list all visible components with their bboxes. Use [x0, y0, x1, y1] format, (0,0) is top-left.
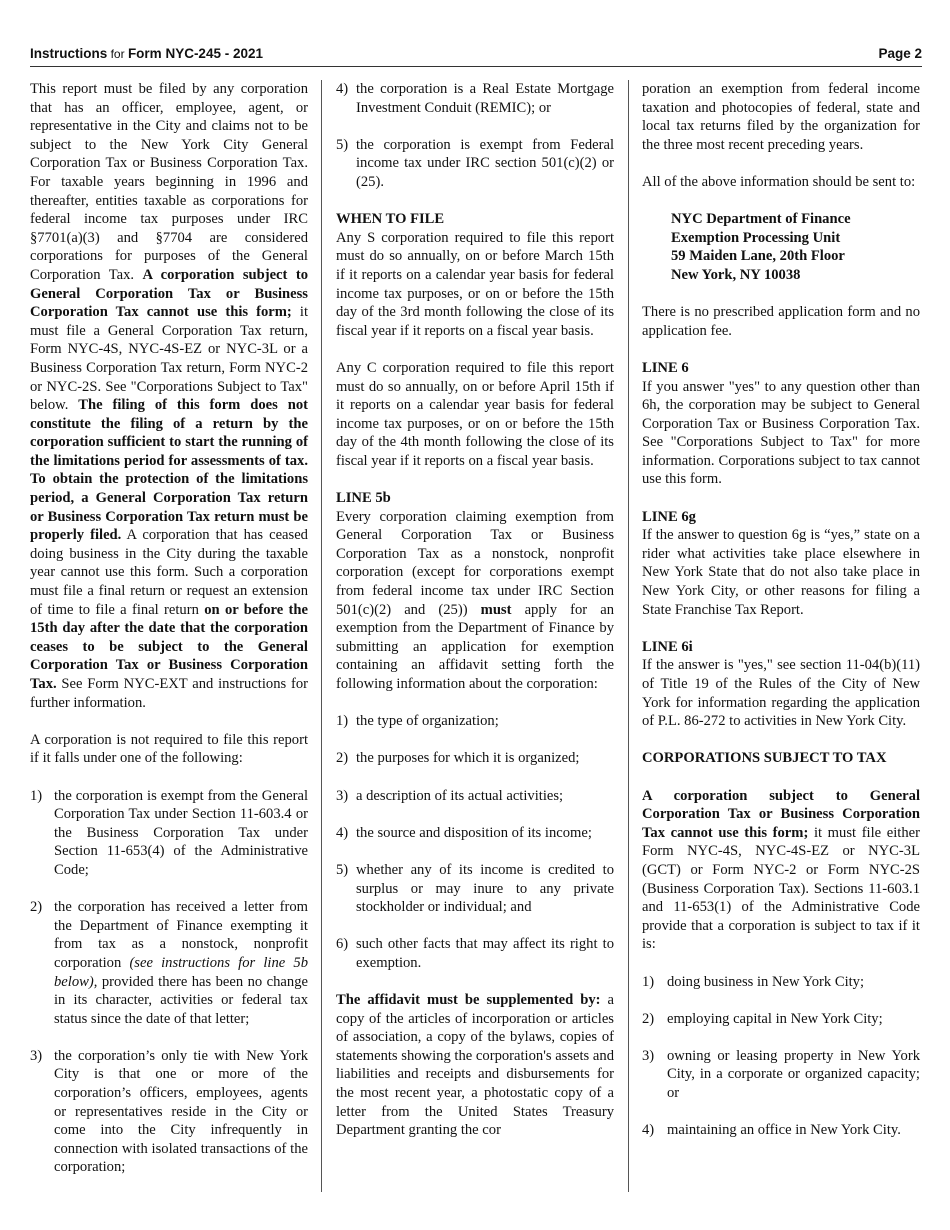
list-item-text [356, 824, 614, 843]
page-header [30, 46, 922, 64]
list-item [336, 787, 614, 806]
text-run: the corporation is exempt from the General Corporation Tax under Section 11-603.4 or the Business Corporation Tax under Section 11-653(4) of the Administrative Code; [54, 787, 308, 878]
text-run: the source and disposition of its income; [356, 824, 592, 841]
address-line: New York, NY 10038 [671, 266, 801, 283]
list-item-number: 1) [336, 713, 349, 730]
text-run: Every corporation claiming exemption from General Corporation Tax or Business Corporation Tax as a nonstock, nonprofit corporation (except for corporations exempt from federal income tax under IRC Section 501(c)(2) and (25)) [336, 508, 614, 618]
exemption-list [30, 787, 308, 1177]
list-item-text [667, 1047, 920, 1103]
list-item [336, 712, 614, 731]
text-run: This report must be filed by any corporation that has an officer, employee, agent, or representative in the City and claims not to be subject to the New York City General Corporation Tax or Business Corporation Tax. For taxable years beginning in 1996 and thereafter, entities taxable as corporations for federal income tax purposes under IRC §7701(a)(3) and §7704 are considered corporations for purposes of the General Corporation Tax. [30, 81, 308, 283]
list-item-number: 4) [336, 824, 349, 841]
column-1 [30, 80, 308, 1196]
text-run: A corporation that has ceased doing business in the City during the taxable year cannot use this form. Such a corporation must file a final return or request an extension of time to file a final return [30, 527, 308, 618]
address-line: NYC Department of Finance [671, 211, 851, 228]
continued-paragraph: poration an exemption from federal income taxation and photocopies of federal, state and local tax returns filed by the organization for the three most recent preceding years. [642, 81, 920, 153]
bold-text: must [480, 601, 512, 618]
exemption-intro: A corporation is not required to file this report if it falls under one of the following: [30, 731, 308, 767]
list-item-number: 3) [30, 1047, 43, 1064]
corporations-subject-to-tax-heading: CORPORATIONS SUBJECT TO TAX [642, 750, 887, 767]
column-divider [628, 80, 629, 1192]
list-item [336, 824, 614, 843]
italic-text: (see instructions for line 5b below) [54, 954, 308, 990]
line-6i-heading: LINE 6i [642, 638, 693, 655]
list-item [336, 935, 614, 972]
header-title: Instructions for Form NYC-245 - 2021 [30, 46, 263, 61]
no-form-paragraph: There is no prescribed application form and no application fee. [642, 304, 920, 339]
bold-text: The filing of this form does not constitute the filing of a return by the corporation sufficient to start the running of the limitations period for assessments of tax. To obtain the protection of the limitations period, a General Corporation Tax return or Business Corporation Tax return must be properly filed. [30, 397, 309, 544]
send-to-paragraph: All of the above information should be sent to: [642, 173, 916, 190]
column-divider [321, 80, 322, 1192]
list-item-text [356, 80, 614, 117]
when-to-file-heading: WHEN TO FILE [336, 211, 445, 228]
list-item-text [54, 1047, 308, 1177]
list-item-text [356, 787, 614, 806]
text-run: the type of organization; [356, 713, 499, 730]
list-item [642, 1121, 920, 1140]
line-6-heading: LINE 6 [642, 359, 689, 376]
list-item-text [356, 136, 614, 192]
list-item-text [356, 712, 614, 731]
list-item-number: 2) [336, 750, 349, 767]
list-item-number: 3) [642, 1047, 655, 1064]
text-run: See Form NYC-EXT and instructions for further information. [30, 676, 308, 711]
bold-text: A corporation subject to General Corporation Tax or Business Corporation Tax cannot use this form; [642, 787, 920, 841]
list-item [642, 973, 920, 992]
text-run: whether any of its income is credited to surplus or may inure to any private stockholder or individual; and [356, 861, 614, 916]
affidavit-info-list [336, 712, 614, 972]
text-run: owning or leasing property in New York City, in a corporate or organized capacity; or [667, 1047, 920, 1102]
list-item-number: 1) [30, 787, 43, 804]
list-item-number: 6) [336, 936, 349, 953]
text-run: maintaining an office in New York City. [667, 1122, 901, 1139]
list-item-text [667, 1121, 920, 1140]
list-item-text [356, 749, 614, 768]
bold-text: on or before the 15th day after the date that the corporation ceases to be subject to the General Corporation Tax or Business Corporation Tax. [30, 601, 309, 692]
text-run: the purposes for which it is organized; [356, 750, 580, 767]
text-run: such other facts that may affect its right to exemption. [356, 936, 614, 971]
text-run: the corporation is a Real Estate Mortgage Investment Conduit (REMIC); or [356, 81, 614, 116]
line-6g-heading: LINE 6g [642, 508, 696, 525]
taxable-conditions-list [642, 973, 920, 1140]
list-item-text [667, 1010, 920, 1029]
list-item [30, 1047, 308, 1177]
line-5b-paragraph [336, 508, 614, 694]
column-3 [642, 80, 920, 1158]
list-item-number: 5) [336, 136, 349, 153]
text-run: employing capital in New York City; [667, 1010, 883, 1027]
list-item [336, 136, 614, 192]
text-run: a description of its actual activities; [356, 787, 564, 804]
header-divider [30, 66, 922, 67]
text-run: it must file either Form NYC-4S, NYC-4S-EZ or NYC-3L (GCT) or Form NYC-2 or Form NYC-2S (Business Corporation Tax). Sections 11-603.1 and 11-653(1) of the Administrative Code provide that a corporation is subject to tax if it is: [642, 824, 920, 953]
list-item-number: 2) [642, 1010, 655, 1027]
text-run: the corporation’s only tie with New York City is that one or more of the corporation’s officers, employees, agents or representatives reside in the City or come into the City infrequently in connection with isolated transactions of the corporation; [54, 1047, 308, 1176]
mailing-address [642, 210, 920, 284]
text-run: it must file a General Corporation Tax return, Form NYC-4S, NYC-4S-EZ or NYC-3L or a Business Corporation Tax return, Form NYC-2 or NYC-2S. See "Corporations Subject to Tax" below. [30, 304, 308, 414]
page-number: Page 2 [878, 46, 922, 61]
text-run: doing business in New York City; [667, 973, 865, 990]
list-item-number: 2) [30, 899, 43, 916]
list-item-text [667, 973, 920, 992]
list-item-number: 1) [642, 973, 655, 990]
list-item-number: 4) [642, 1122, 655, 1139]
bold-text: The affidavit must be supplemented by: [336, 992, 601, 1009]
text-run: apply for an exemption from the Department of Finance by submitting an application for exemption containing an affidavit setting forth the following information about the corporation: [336, 601, 614, 692]
list-item-number: 5) [336, 861, 349, 878]
corporations-subject-paragraph [642, 787, 920, 954]
list-item-number: 3) [336, 787, 349, 804]
when-to-file-c-corp: Any C corporation required to file this report must do so annually, on or before April 15th if it reports on a calendar year basis for federal income tax purposes, or on or before the 15th day of the 4th month following the close of its fiscal year if it reports on a fiscal year basis. [336, 359, 614, 469]
list-item [336, 749, 614, 768]
text-run: a copy of the articles of incorporation or articles of association, a copy of the bylaws, copies of statements showing the corporation's assets and liabilities and receipts and disbursements for the most recent year, a photostatic copy of a letter from the United States Treasury Department granting the cor [336, 992, 614, 1139]
line-6i-paragraph: If the answer is "yes," see section 11-04(b)(11) of Title 19 of the Rules of the City of New York for information regarding the application of P.L. 86-272 to activities in New York City. [642, 657, 920, 730]
exemption-list-continued [336, 80, 614, 192]
list-item [30, 787, 308, 880]
list-item-number: 4) [336, 81, 349, 97]
bold-text: A corporation subject to General Corporation Tax or Business Corporation Tax cannot use this form; [30, 266, 308, 321]
list-item-text [356, 935, 614, 972]
address-line: Exemption Processing Unit [671, 229, 841, 246]
line-6g-paragraph: If the answer to question 6g is “yes,” state on a rider what activities take place elsewhere in New York State that do not also take place in New York City, or other reasons for filing a State Franchise Tax Report. [642, 527, 920, 618]
intro-paragraph [30, 80, 308, 712]
list-item-text [54, 898, 308, 1028]
address-line: 59 Maiden Lane, 20th Floor [671, 248, 845, 265]
list-item [642, 1047, 920, 1103]
text-run: the corporation has received a letter from the Department of Finance exempting it from tax as a nonstock, nonprofit corporation [54, 899, 308, 971]
text-run: the corporation is exempt from Federal income tax under IRC section 501(c)(2) or (25). [356, 136, 614, 190]
list-item [642, 1010, 920, 1029]
line-6-paragraph: If you answer "yes" to any question other than 6h, the corporation may be subject to General Corporation Tax or Business Corporation Tax. See "Corporations Subject to Tax" for more information. Corporations subject to tax cannot use this form. [642, 378, 920, 488]
when-to-file-s-corp: Any S corporation required to file this report must do so annually, on or before March 15th if it reports on a calendar year basis for federal income tax purposes, or on or before the 15th day of the 3rd month following the close of its fiscal year if it reports on a fiscal year basis. [336, 229, 614, 339]
list-item [336, 80, 614, 117]
column-2 [336, 80, 614, 1158]
list-item [336, 861, 614, 917]
line-5b-heading: LINE 5b [336, 490, 391, 507]
list-item [30, 898, 308, 1028]
text-run: , provided there has been no change in its character, activities or federal tax status since the date of that letter; [54, 973, 308, 1027]
list-item-text [356, 861, 614, 917]
list-item-text [54, 787, 308, 880]
affidavit-supplement-paragraph [336, 991, 614, 1140]
